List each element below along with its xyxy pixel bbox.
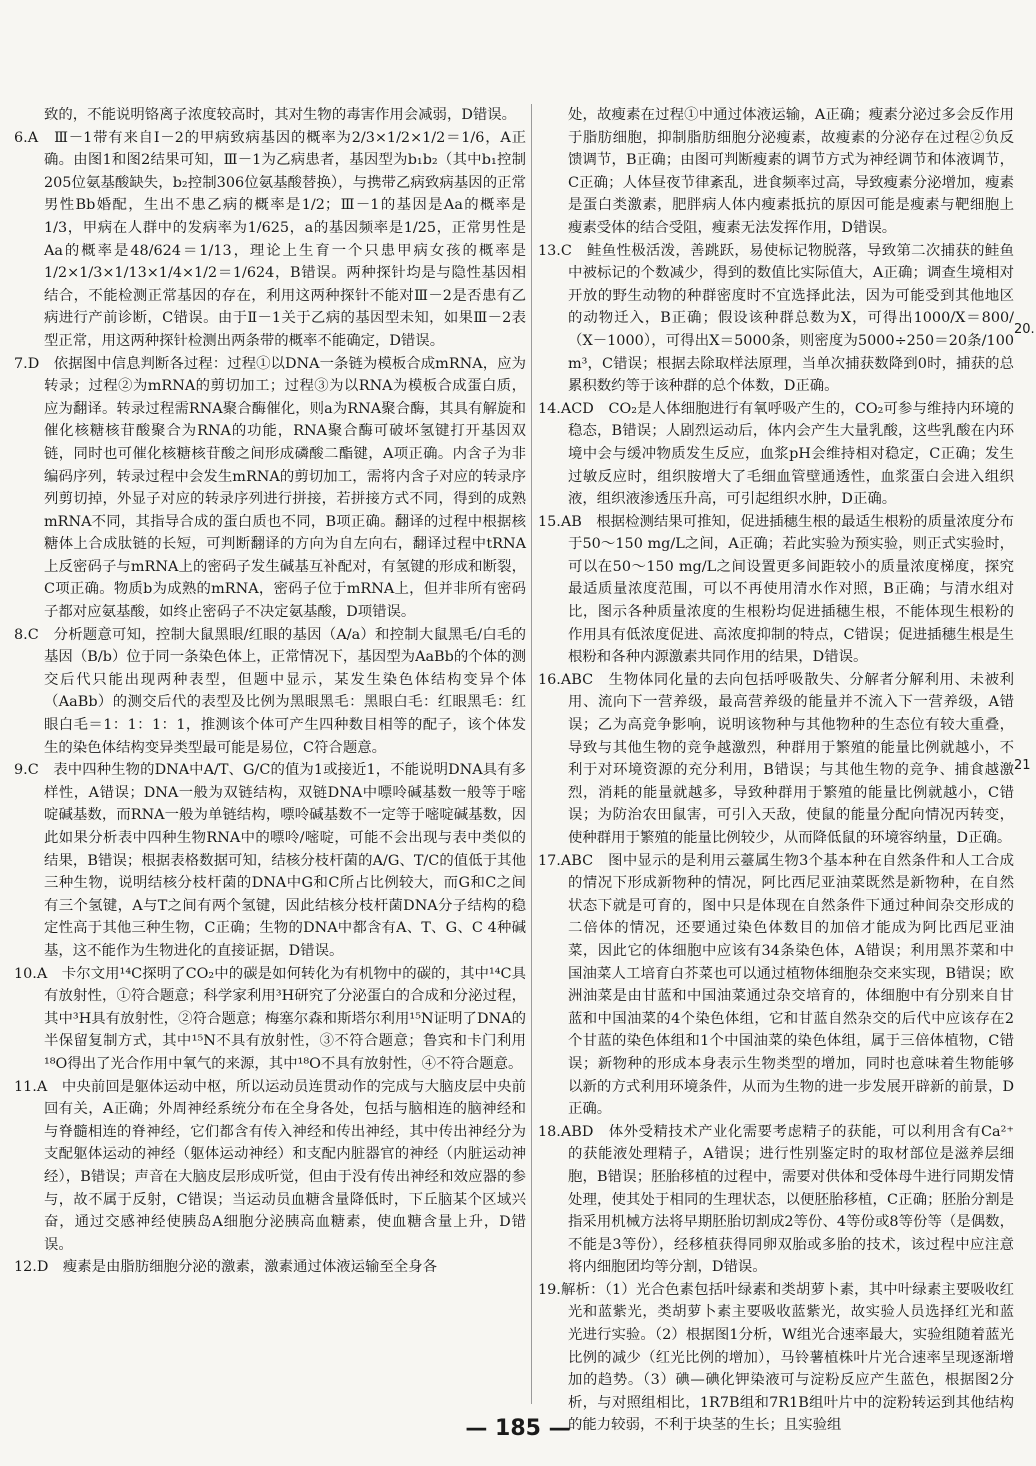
column-divider	[531, 104, 532, 1404]
answer-item-7: 7.D 依据图中信息判断各过程：过程①以DNA一条链为模板合成mRNA，应为转录；过程②为mRNA的剪切加工；过程③为以RNA为模板合成蛋白质，应为翻译。转录过程需RNA聚合酶催化，则a为RNA聚合酶，其具有解旋和催化核糖核苷酸聚合为RNA的功能，RNA聚合酶可破坏氢键打开基因双链，同时也可催化核糖核苷酸之间形成磷酸二酯键，A项正确。内含子为非编码序列，转录过程中会发生mRNA的剪切加工，需将内含子对应的转录序列剪切掉，外显子对应的转录序列进行拼接，若拼接方式不同，得到的成熟mRNA不同，其指导合成的蛋白质也不同，B项正确。翻译的过程中根据核糖体上合成肽链的长短，可判断翻译的方向为自左向右，翻译过程中tRNA上反密码子与mRNA上的密码子发生碱基互补配对，有氢键的形成和断裂，C项正确。物质b为成熟的mRNA，密码子位于mRNA上，但并非所有密码子都对应氨基酸，如终止密码子不决定氨基酸，D项错误。	[14, 355, 526, 621]
answer-item-15: 15.AB 根据检测结果可推知，促进插穗生根的最适生根粉的质量浓度分布于50～150 mg/L之间，A正确；若此实验为预实验，则正式实验时，可以在50～150 mg/L之间设置更多间距较小的质量浓度梯度，探究最适质量浓度范围，可以不再使用清水作对照，B正确；与清水组对比，图示各种质量浓度的生根粉均促进插穗生根，不能体现生根粉的作用具有低浓度促进、高浓度抑制的特点，C错误；促进插穗生根是生根粉和各种内源激素共同作用的结果，D错误。	[538, 513, 1014, 666]
right-column	[538, 104, 1014, 1437]
answer-item-19: 19.解析：（1）光合色素包括叶绿素和类胡萝卜素，其中叶绿素主要吸收红光和蓝紫光，类胡萝卜素主要吸收蓝紫光，故实验人员选择红光和蓝光进行实验。（2）根据图1分析，W组光合速率最大，实验组随着蓝光比例的减少（红光比例的增加），马铃薯植株叶片光合速率呈现逐渐增加的趋势。（3）碘—碘化钾染液可与淀粉反应产生蓝色，根据图2分析，与对照组相比，1R7B组和7R1B组叶片中的淀粉转运到其他结构的能力较弱，不利于块茎的生长；且实验组	[538, 1281, 1014, 1434]
answer-item-6: 6.A Ⅲ－1带有来自Ⅰ－2的甲病致病基因的概率为2/3×1/2×1/2＝1/6，A正确。由图1和图2结果可知，Ⅲ－1为乙病患者，基因型为b₁b₂（其中b₁控制205位氨基酸缺失，b₂控制306位氨基酸替换），与携带乙病致病基因的正常男性Bb婚配，生出不患乙病的概率是1/2；Ⅲ－1的基因是Aa的概率是1/3，甲病在人群中的发病率为1/625，a的基因频率是1/25，正常男性是Aa的概率是48/624＝1/13，理论上生育一个只患甲病女孩的概率是1/2×1/3×1/13×1/4×1/2＝1/624，B错误。两种探针均是与隐性基因相结合，不能检测正常基因的存在，利用这两种探针不能对Ⅲ－2是否患有乙病进行产前诊断，C错误。由于Ⅱ－1关于乙病的基因型未知，如果Ⅲ－2表型正常，用这两种探针检测出两条带的概率不能确定，D错误。	[14, 129, 526, 349]
answer-item-18: 18.ABD 体外受精技术产业化需要考虑精子的获能，可以利用含有Ca²⁺的获能液处理精子，A错误；进行性别鉴定时的取材部位是滋养层细胞，B错误；胚胎移植的过程中，需要对供体和受体母牛进行同期发情处理，使其处于相同的生理状态，以便胚胎移植，C正确；胚胎分割是指采用机械方法将早期胚胎切割成2等份、4等份或8等份等（是偶数，不能是3等份），经移植获得同卵双胎或多胎的技术，该过程中应注意将内细胞团均等分割，D错误。	[538, 1123, 1014, 1276]
page-number: — 185 —	[465, 1416, 571, 1441]
answer-item-13: 13.C 鲑鱼性极活泼，善跳跃，易使标记物脱落，导致第二次捕获的鲑鱼中被标记的个数减少，得到的数值比实际值大，A正确；调查生境相对开放的野生动物的种群密度时不宜选择此法，因为可能受到其他地区的动物迁入，B正确；假设该种群总数为X，可得出1000/X＝800/（X－1000），可得出X＝5000条，则密度为5000÷250＝20条/100 m³，C错误；根据去除取样法原理，当单次捕获数降到0时，捕获的总累积数约等于该种群的总个体数，D正确。	[538, 242, 1014, 395]
answer-item-14: 14.ACD CO₂是人体细胞进行有氧呼吸产生的，CO₂可参与维持内环境的稳态，B错误；人剧烈运动后，体内会产生大量乳酸，这些乳酸在内环境中会与缓冲物质发生反应，血浆pH会维持相对稳定，C正确；发生过敏反应时，组织胺增大了毛细血管壁通透性，血浆蛋白会进入组织液，组织液渗透压升高，可引起组织水肿，D正确。	[538, 400, 1014, 508]
answer-item-9: 9.C 表中四种生物的DNA中A/T、G/C的值为1或接近1，不能说明DNA具有多样性，A错误；DNA一般为双链结构，双链DNA中嘌呤碱基数一般等于嘧啶碱基数，而RNA一般为单链结构，嘌呤碱基数不一定等于嘧啶碱基数，因此如果分析表中四种生物RNA中的嘌呤/嘧啶，可能不会出现与表中类似的结果，B错误；根据表格数据可知，结核分枝杆菌的A/G、T/C的值低于其他三种生物，说明结核分枝杆菌的DNA中G和C所占比例较大，而G和C之间有三个氢键，A与T之间有两个氢键，因此结核分枝杆菌DNA分子结构的稳定性高于其他三种生物，C正确；生物的DNA中都含有A、T、G、C 4种碱基，这不能作为生物进化的直接证据，D错误。	[14, 762, 526, 959]
left-column	[14, 104, 526, 1279]
answer-item-12: 12.D 瘦素是由脂肪细胞分泌的激素，激素通过体液运输至全身各	[14, 1259, 437, 1276]
answer-item-8: 8.C 分析题意可知，控制大鼠黑眼/红眼的基因（A/a）和控制大鼠黑毛/白毛的基因（B/b）位于同一条染色体上，正常情况下，基因型为AaBb的个体的测交后代只能出现两种表型，但题中显示，某发生染色体结构变异个体（AaBb）的测交后代的表型及比例为黑眼黑毛：黑眼白毛：红眼黑毛：红眼白毛＝1：1：1：1，推测该个体可产生四种数目相等的配子，该个体发生的染色体结构变异类型最可能是易位，C符合题意。	[14, 626, 526, 756]
answer-item-10: 10.A 卡尔文用¹⁴C探明了CO₂中的碳是如何转化为有机物中的碳的，其中¹⁴C具有放射性，①符合题意；科学家利用³H研究了分泌蛋白的合成和分泌过程，其中³H具有放射性，②符合题意；梅塞尔森和斯塔尔利用¹⁵N证明了DNA的半保留复制方式，其中¹⁵N不具有放射性，③不符合题意；鲁宾和卡门利用¹⁸O得出了光合作用中氧气的来源，其中¹⁸O不具有放射性，④不符合题意。	[14, 965, 526, 1072]
edge-mark-20: 20.	[1014, 322, 1035, 337]
edge-mark-21: 21	[1014, 758, 1031, 773]
right-continuation: 处，故瘦素在过程①中通过体液运输，A正确；瘦素分泌过多会反作用于脂肪细胞，抑制脂肪细胞分泌瘦素，故瘦素的分泌存在过程②负反馈调节，B正确；由图可判断瘦素的调节方式为神经调节和体液调节，C正确；人体昼夜节律紊乱，进食频率过高，导致瘦素分泌增加，瘦素是蛋白类激素，肥胖病人体内瘦素抵抗的原因可能是瘦素与靶细胞上瘦素受体的结合受阻，瘦素无法发挥作用，D错误。	[568, 107, 1014, 236]
answer-item-17: 17.ABC 图中显示的是利用云薹属生物3个基本种在自然条件和人工合成的情况下形成新物种的情况，阿比西尼亚油菜既然是新物种，在自然状态下就是可育的，图中只是体现在自然条件下通过种间杂交形成的二倍体的情况，还要通过染色体数目的加倍才能成为阿比西尼亚油菜，因此它的体细胞中应该有34条染色体，A错误；利用黑芥菜和中国油菜人工培育白芥菜也可以通过植物体细胞杂交来实现，B错误；欧洲油菜是由甘蓝和中国油菜通过杂交培育的，体细胞中有分别来自甘蓝和中国油菜的4个染色体组，它和甘蓝自然杂交的后代中应该存在2个甘蓝的染色体组和1个中国油菜的染色体组，属于三倍体植物，C错误；新物种的形成本身表示生物类型的增加，同时也意味着生物能够以新的方式利用环境条件，从而为生物的进一步发展开辟新的前景，D正确。	[538, 852, 1014, 1118]
answer-item-11: 11.A 中央前回是躯体运动中枢，所以运动员连贯动作的完成与大脑皮层中央前回有关，A正确；外周神经系统分布在全身各处，包括与脑相连的脑神经和与脊髓相连的脊神经，它们都含有传入神经和传出神经，其中传出神经分为支配躯体运动的神经（躯体运动神经）和支配内脏器官的神经（内脏运动神经），B错误；声音在大脑皮层形成听觉，但由于没有传出神经和效应器的参与，故不属于反射，C错误；当运动员血糖含量降低时，下丘脑某个区域兴奋，通过交感神经使胰岛A细胞分泌胰高血糖素，使血糖含量上升，D错误。	[14, 1078, 526, 1253]
left-continuation: 致的，不能说明铬离子浓度较高时，其对生物的毒害作用会减弱，D错误。	[44, 107, 517, 123]
answer-item-16: 16.ABC 生物体同化量的去向包括呼吸散失、分解者分解利用、未被利用、流向下一营养级，最高营养级的能量并不流入下一营养级，A错误；乙为高竞争影响，说明该物种与其他物种的生态位有较大重叠，导致与其他生物的竞争越激烈，种群用于繁殖的能量比例就越小，不利于对环境资源的充分利用，B错误；与其他生物的竞争、捕食越激烈，消耗的能量就越多，导致种群用于繁殖的能量比例就越小，C错误；为防治农田鼠害，可引入天敌，使鼠的能量分配向情况丙转变，使种群用于繁殖的能量比例较少，从而降低鼠的环境容纳量，D正确。	[538, 671, 1014, 846]
